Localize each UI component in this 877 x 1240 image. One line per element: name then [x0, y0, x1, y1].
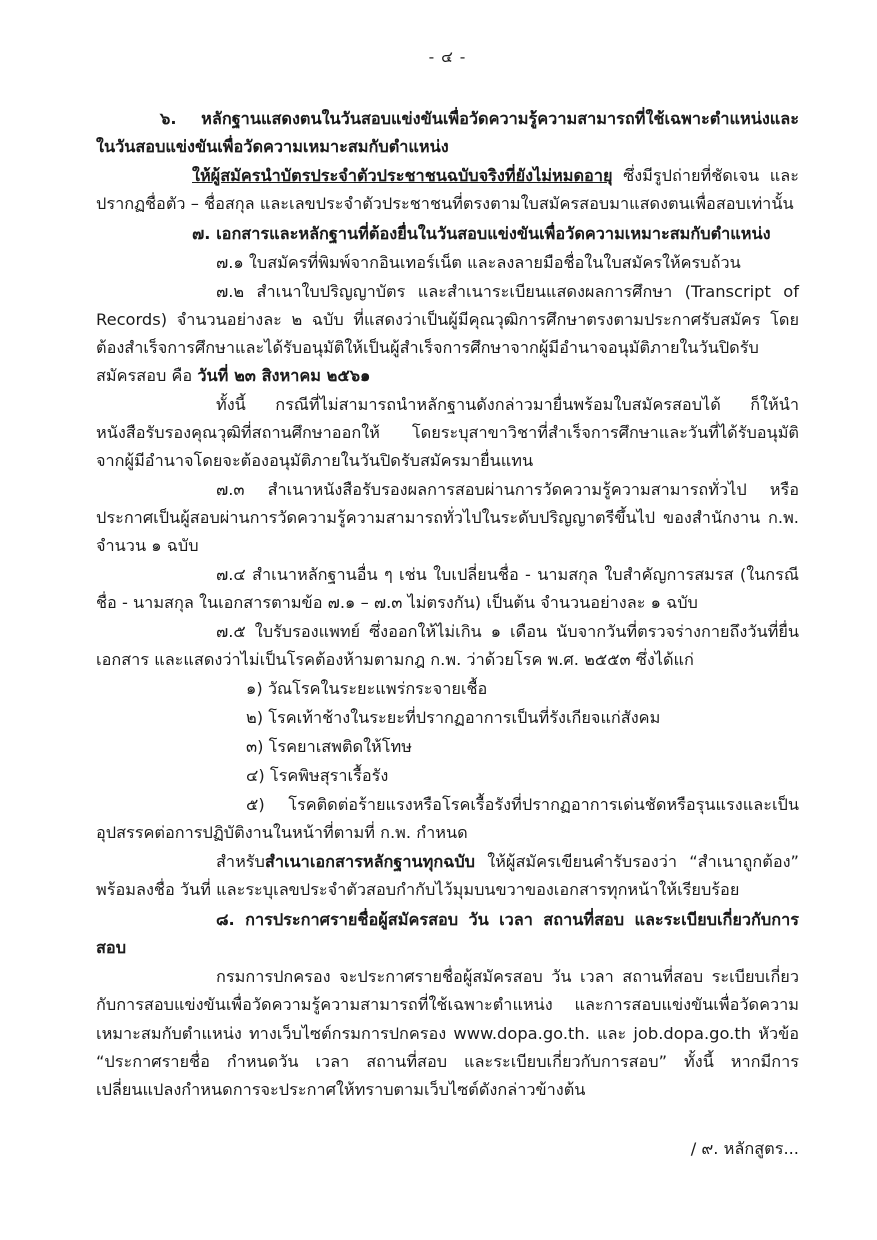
document-body: [96, 105, 799, 1104]
copy-note-prefix: สำหรับ: [216, 852, 265, 872]
disease-item-5: ๕) โรคติดต่อร้ายแรงหรือโรคเรื้อรังที่ปรากฏอาการเด่นชัดหรือรุนแรงและเป็นอุปสรรคต่อการปฏิบัติงานในหน้าที่ตามที่ ก.พ. กำหนด: [96, 795, 799, 843]
section-7-2: [96, 278, 799, 390]
section-7-5: ๗.๕ ใบรับรองแพทย์ ซึ่งออกให้ไม่เกิน ๑ เดือน นับจากวันที่ตรวจร่างกายถึงวันที่ยื่นเอกสาร และแสดงว่าไม่เป็นโรคต้องห้ามตามกฎ ก.พ. ว่าด้วยโรค พ.ศ. ๒๕๕๓ ซึ่งได้แก่: [96, 622, 799, 670]
section-7-3: ๗.๓ สำเนาหนังสือรับรองผลการสอบผ่านการวัดความรู้ความสามารถทั่วไป หรือประกาศเป็นผู้สอบผ่านการวัดความรู้ความสามารถทั่วไปในระดับปริญญาตรีขึ้นไป ของสำนักงาน ก.พ. จำนวน ๑ ฉบับ: [96, 480, 799, 556]
copy-certification-note: [96, 848, 799, 904]
section-7-2-text: ๗.๒ สำเนาใบปริญญาบัตร และสำเนาระเบียนแสดงผลการศึกษา (Transcript of Records) จำนวนอย่างละ ๒ ฉบับ ที่แสดงว่าเป็นผู้มีคุณวุฒิการศึกษาตรงตามประกาศรับสมัคร โดยต้องสำเร็จการศึกษาและได้รับอนุมัติให้เป็นผู้สำเร็จการศึกษาจากผู้มีอำนาจอนุมัติภายในวันปิดรับสมัครสอบ คือ: [96, 282, 799, 386]
disease-item-4: ๔) โรคพิษสุราเรื้อรัง: [246, 766, 389, 786]
section-7-1: ๗.๑ ใบสมัครที่พิมพ์จากอินเทอร์เน็ต และลงลายมือชื่อในใบสมัครให้ครบถ้วน: [216, 253, 741, 273]
copy-note-suffix: ให้ผู้สมัครเขียนคำรับรองว่า “สำเนาถูกต้อง” พร้อมลงชื่อ วันที่ และระบุเลขประจำตัวสอบกำกับไว้มุมบนขวาของเอกสารทุกหน้าให้เรียบร้อย: [96, 852, 799, 900]
section-8-body: กรมการปกครอง จะประกาศรายชื่อผู้สมัครสอบ วัน เวลา สถานที่สอบ ระเบียบเกี่ยวกับการสอบแข่งขันเพื่อวัดความรู้ความสามารถที่ใช้เฉพาะตำแหน่ง และการสอบแข่งขันเพื่อวัดความเหมาะสมกับตำแหน่ง ทางเว็บไซต์กรมการปกครอง www.dopa.go.th. และ job.dopa.go.th หัวข้อ “ประกาศรายชื่อ กำหนดวัน เวลา สถานที่สอบ และระเบียบเกี่ยวกับการสอบ” ทั้งนี้ หากมีการเปลี่ยนแปลงกำหนดการจะประกาศให้ทราบตามเว็บไซต์ดังกล่าวข้างต้น: [96, 967, 799, 1099]
closing-date: วันที่ ๒๓ สิงหาคม ๒๕๖๑: [197, 366, 371, 386]
disease-item-1: ๑) วัณโรคในระยะแพร่กระจายเชื้อ: [246, 679, 488, 699]
section-8-heading: ๘. การประกาศรายชื่อผู้สมัครสอบ วัน เวลา สถานที่สอบ และระเบียบเกี่ยวกับการสอบ: [96, 910, 799, 958]
section-7-heading: ๗. เอกสารและหลักฐานที่ต้องยื่นในวันสอบแข่งขันเพื่อวัดความเหมาะสมกับตำแหน่ง: [192, 224, 771, 244]
section-6-body: [96, 162, 799, 218]
id-card-requirement-cont: ซึ่งมีรูปถ่ายที่ชัดเจน และปรากฏชื่อตัว – ชื่อสกุล และเลขประจำตัวประชาชนที่ตรงตามใบสมัครสอบมาแสดงตนเพื่อสอบเท่านั้น: [96, 166, 799, 214]
disease-item-3: ๓) โรคยาเสพติดให้โทษ: [246, 737, 412, 757]
id-card-requirement: ให้ผู้สมัครนำบัตรประจำตัวประชาชนฉบับจริงที่ยังไม่หมดอายุ: [192, 166, 613, 186]
disease-item-2: ๒) โรคเท้าช้างในระยะที่ปรากฏอาการเป็นที่รังเกียจแก่สังคม: [246, 708, 661, 728]
section-7-2-continued: ทั้งนี้ กรณีที่ไม่สามารถนำหลักฐานดังกล่าวมายื่นพร้อมใบสมัครสอบได้ ก็ให้นำหนังสือรับรองคุณวุฒิที่สถานศึกษาออกให้ โดยระบุสาขาวิชาที่สำเร็จการศึกษาและวันที่ได้รับอนุมัติจากผู้มีอำนาจโดยจะต้องอนุมัติภายในวันปิดรับสมัครมายื่นแทน: [96, 395, 799, 471]
copy-note-emphasis: สำเนาเอกสารหลักฐานทุกฉบับ: [264, 852, 476, 872]
page-number: - ๔ -: [428, 48, 467, 66]
section-7-4: ๗.๔ สำเนาหลักฐานอื่น ๆ เช่น ใบเปลี่ยนชื่อ - นามสกุล ใบสำคัญการสมรส (ในกรณีชื่อ - นามสกุล ในเอกสารตามข้อ ๗.๑ – ๗.๓ ไม่ตรงกัน) เป็นต้น จำนวนอย่างละ ๑ ฉบับ: [96, 565, 799, 613]
footer-continuation-note: / ๙. หลักสูตร...: [690, 1139, 799, 1158]
section-6-heading: ๖. หลักฐานแสดงตนในวันสอบแข่งขันเพื่อวัดความรู้ความสามารถที่ใช้เฉพาะตำแหน่งและในวันสอบแข่งขันเพื่อวัดความเหมาะสมกับตำแหน่ง: [96, 109, 799, 157]
